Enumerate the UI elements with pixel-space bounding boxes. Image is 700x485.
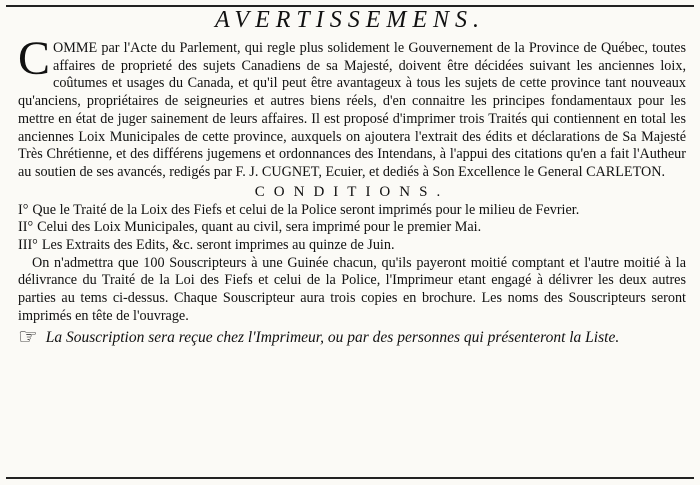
intro-paragraph — [18, 32, 686, 182]
bottom-rule — [6, 477, 694, 479]
condition-item — [18, 237, 686, 255]
advertisement-body — [18, 32, 686, 349]
condition-text: Celui des Loix Municipales, quant au civil, sera imprimé pour le premier Mai. — [37, 219, 482, 236]
condition-number: I° — [18, 201, 29, 218]
subscription-text: La Souscription sera reçue chez l'Imprimeur, ou par des personnes qui présenteront la Liste. — [45, 328, 620, 346]
condition-item — [18, 202, 686, 220]
page-title: AVERTISSEMENS. — [214, 7, 486, 33]
conditions-heading: CONDITIONS. — [254, 183, 450, 200]
condition-number: II° — [18, 219, 34, 236]
subscription-notice: On n'admettra que 100 Souscripteurs à une Guinée chacun, qu'ils payeront moitié comptant et l'autre moitié à la délivrance du Traité de la Loi des Fiefs et celui de la Police, l'Imprimeur etant engagé à délivrer les deux autres parties au tems ci-dessus. Chaque Souscripteur aura trois copies en brochure. Les noms des Souscripteurs seront imprimés en tête de l'ouvrage. — [18, 254, 686, 324]
condition-text: Que le Traité de la Loix des Fiefs et celui de la Police seront imprimés pour le milieu de Fevrier. — [32, 201, 580, 218]
condition-number: III° — [18, 237, 38, 254]
drop-cap: C — [18, 32, 51, 85]
pointing-hand-icon: ☞ — [18, 323, 38, 349]
subscription-line — [18, 323, 686, 349]
intro-text: OMME par l'Acte du Parlement, qui regle plus solidement le Gouvernement de la Province de Québec, toutes affaires de proprieté des sujets Canadiens de sa Majesté, doivent être décidées suivant les anciennes loix, coûtumes et usages du Canada, et qu'il peut être avantageux à tous les sujets de cette province tant nouveaux qu'anciens, propriétaires de seigneuries et autres biens réels, d'en connaitre les principes fondamentaux pour les mettre en état de juger sainement de leurs affaires. Il est proposé d'imprimer trois Traités qui contiennent en total les anciennes Loix Municipales de cette province, auxquels on ajoutera l'extrait des édits et déclarations de Sa Majesté Très Chrétienne, et des différens jugemens et ordonnances des Intendans, à l'appui des citations qu'en a fait l'Autheur au soutien de ses avancés, redigés par F. J. CUGNET, Ecuier, et dediés à Son Excellence le General CARLETON. — [18, 40, 686, 180]
condition-item — [18, 219, 686, 237]
condition-text: Les Extraits des Edits, &c. seront imprimes au quinze de Juin. — [41, 237, 395, 254]
